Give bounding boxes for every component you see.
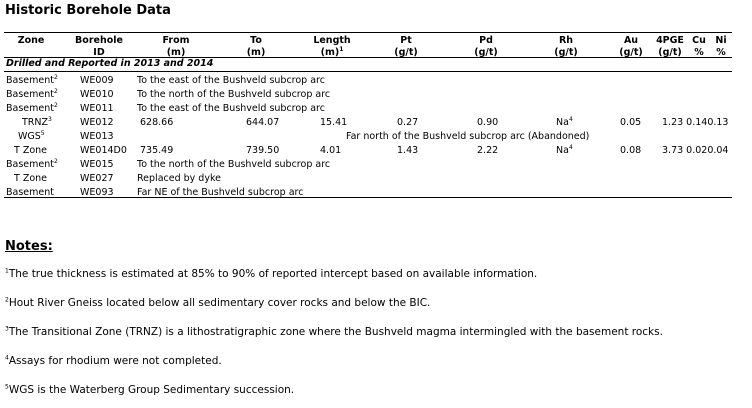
cell-zone: T Zone	[14, 173, 48, 184]
cell-rh: Na$^4$	[556, 115, 573, 128]
table-bottom-rule	[4, 197, 732, 198]
cell-zone: T Zone	[14, 145, 48, 156]
table-row	[0, 115, 752, 129]
notes-title: Notes:	[5, 239, 53, 254]
cell-au: 0.05	[620, 117, 642, 128]
cell-zone: Basement$^2$	[6, 157, 58, 170]
cell-remark: Far NE of the Bushveld subcrop arc	[137, 187, 304, 198]
cell-au: 0.08	[620, 145, 642, 156]
cell-zone: Basement$^2$	[6, 101, 58, 114]
cell-borehole-id: WE010	[80, 89, 114, 100]
note-item: $^5$WGS is the Waterberg Group Sedimentary succession.	[5, 383, 295, 396]
header-ni: Ni %	[715, 35, 727, 58]
cell-length: 4.01	[320, 145, 342, 156]
note-item: $^2$Hout River Gneiss located below all sedimentary cover rocks and below the BIC.	[5, 296, 431, 309]
cell-borehole-id: WE009	[80, 75, 114, 86]
header-to: To (m)	[246, 35, 266, 58]
table-row	[0, 73, 752, 87]
cell-borehole-id: WE014D0	[80, 145, 127, 156]
cell-remark: To the north of the Bushveld subcrop arc	[137, 89, 331, 100]
cell-remark: Far north of the Bushveld subcrop arc (Abandoned)	[346, 131, 590, 142]
cell-remark: Replaced by dyke	[137, 173, 221, 184]
cell-remark: To the east of the Bushveld subcrop arc	[137, 75, 325, 86]
cell-from: 628.66	[140, 117, 174, 128]
cell-rh: Na$^4$	[556, 143, 573, 156]
cell-from: 735.49	[140, 145, 174, 156]
cell-4pge-cu-ni: 1.23 0.140.13	[662, 117, 729, 128]
cell-4pge-cu-ni: 3.73 0.020.04	[662, 145, 729, 156]
table-row	[0, 101, 752, 115]
cell-zone: Basement$^2$	[6, 87, 58, 100]
header-pd: Pd (g/t)	[474, 35, 498, 58]
header-length: Length $(m)^1$	[313, 35, 351, 58]
cell-pt: 0.27	[397, 117, 419, 128]
header-au: Au (g/t)	[619, 35, 643, 58]
header-borehole: Borehole ID	[75, 35, 123, 58]
cell-borehole-id: WE011	[80, 103, 114, 114]
cell-pd: 2.22	[477, 145, 499, 156]
header-from: From (m)	[162, 35, 190, 58]
section-subheader: Drilled and Reported in 2013 and 2014	[6, 58, 214, 69]
note-item: $^3$The Transitional Zone (TRNZ) is a lithostratigraphic zone where the Bushveld magma intermingled with the basement rocks.	[5, 325, 663, 338]
cell-pd: 0.90	[477, 117, 499, 128]
subheader-bottom-rule	[4, 71, 732, 72]
cell-to: 739.50	[246, 145, 280, 156]
cell-borehole-id: WE012	[80, 117, 114, 128]
table-row	[0, 157, 752, 171]
table-row	[0, 143, 752, 157]
header-pt: Pt (g/t)	[394, 35, 418, 58]
cell-zone: TRNZ$^3$	[22, 115, 52, 128]
header-zone: Zone	[17, 35, 45, 46]
cell-pt: 1.43	[397, 145, 419, 156]
cell-zone: WGS$^5$	[18, 129, 45, 142]
cell-remark: To the north of the Bushveld subcrop arc	[137, 159, 331, 170]
header-rh: Rh (g/t)	[554, 35, 578, 58]
cell-zone: Basement$^2$	[6, 73, 58, 86]
cell-remark: To the east of the Bushveld subcrop arc	[137, 103, 325, 114]
page-title: Historic Borehole Data	[5, 3, 171, 18]
cell-to: 644.07	[246, 117, 280, 128]
cell-borehole-id: WE093	[80, 187, 114, 198]
cell-borehole-id: WE015	[80, 159, 114, 170]
note-item: $^4$Assays for rhodium were not completed.	[5, 354, 222, 367]
note-item: $^1$The true thickness is estimated at 85% to 90% of reported intercept based on available information.	[5, 267, 538, 280]
cell-borehole-id: WE013	[80, 131, 114, 142]
table-row	[0, 129, 752, 143]
table-top-rule	[4, 32, 732, 33]
header-cu: Cu %	[692, 35, 706, 58]
header-4pge: 4PGE (g/t)	[656, 35, 684, 58]
cell-borehole-id: WE027	[80, 173, 114, 184]
table-row	[0, 171, 752, 185]
cell-length: 15.41	[320, 117, 348, 128]
cell-zone: Basement	[6, 187, 54, 198]
table-row	[0, 87, 752, 101]
